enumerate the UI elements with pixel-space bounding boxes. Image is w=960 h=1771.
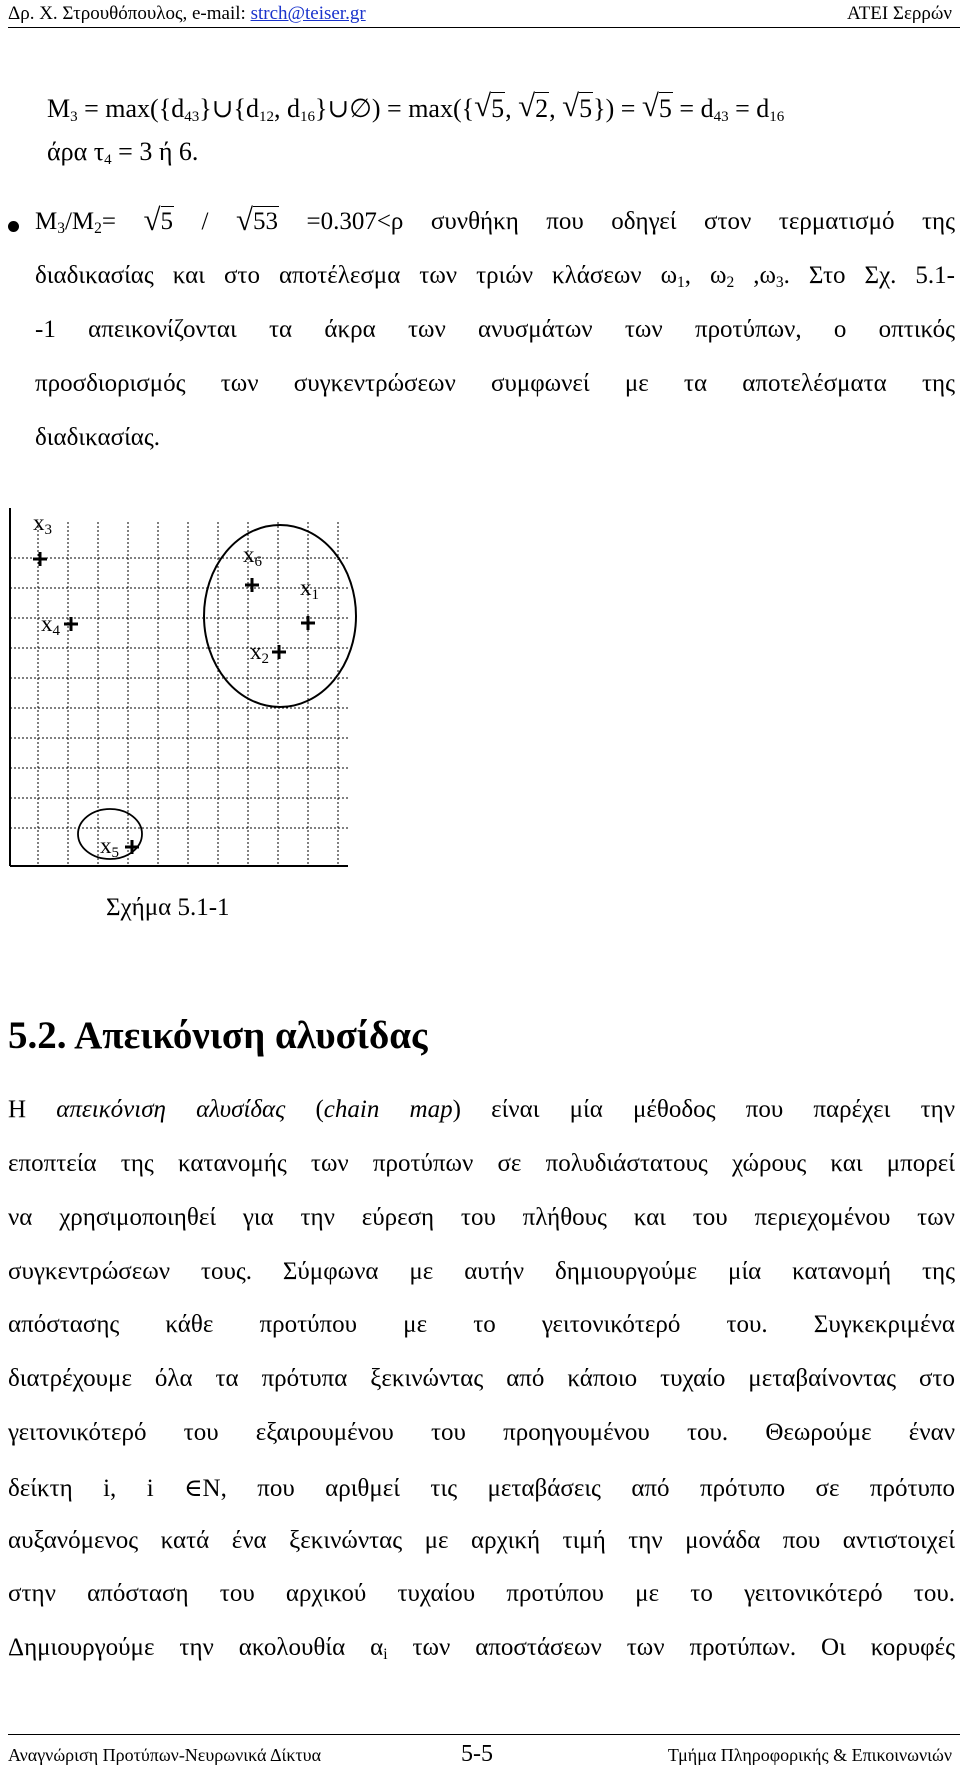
formula-tau: άρα $\tau_4 = 3$ ή 6.	[47, 137, 199, 168]
point-x4	[64, 617, 78, 631]
bullet-line-3: -1 απεικονίζονται τα άκρα των ανυσμάτων των προτύπων, ο οπτικός	[35, 316, 955, 343]
label-x6: x6	[243, 542, 262, 570]
para-line-9: αυξανόμενος κατά ένα ξεκινώντας με αρχική τιμή την μονάδα που αντιστοιχεί	[8, 1527, 955, 1554]
label-x2: x2	[250, 639, 269, 667]
bullet-line-1: $M_3/M_2=$ √ 5 / √ 53 =0.307<ρ συνθήκη που οδηγεί στον τερματισμό της	[35, 208, 955, 236]
email-link[interactable]: strch@teiser.gr	[250, 3, 366, 24]
bullet-line-5: διαδικασίας.	[35, 424, 161, 451]
label-x4: x4	[41, 611, 60, 639]
figure-grid	[10, 522, 348, 865]
figure-caption: Σχήμα 5.1-1	[106, 894, 230, 921]
label-x5: x5	[100, 833, 119, 861]
figure-points	[33, 552, 315, 854]
formula-m3: $M_3$ = $\max(\{d_{43}\}\cup\{d_{12}$, $d_{16}\}\cup\emptyset) = \max(\{√$ 5, √ 2, √ 5}) = √ $5 = d_{43} = d_{16}$	[47, 94, 784, 124]
para-line-5: απόστασης κάθε προτύπου με το γειτονικότερό του. Συγκεκριμένα	[8, 1311, 955, 1338]
para-line-10: στην απόσταση του αρχικού τυχαίου προτύπου με το γειτονικότερό του.	[8, 1580, 955, 1607]
point-x3	[33, 552, 47, 566]
footer-rule	[8, 1734, 960, 1735]
para-line-3: να χρησιμοποιηθεί για την εύρεση του πλήθους και του περιεχομένου των	[8, 1204, 955, 1231]
para-line-1: Η απεικόνιση αλυσίδας (chain map) είναι μία μέθοδος που παρέχει την	[8, 1096, 955, 1123]
bullet-line-4: προσδιορισμός των συγκεντρώσεων συμφωνεί με τα αποτελέσματα της	[35, 370, 955, 397]
cluster-ellipse-1	[204, 525, 356, 707]
point-x6	[245, 578, 259, 592]
header-rule	[8, 27, 960, 28]
header-institution: ΑΤΕΙ Σερρών	[846, 3, 952, 24]
point-x5	[125, 840, 139, 854]
page-number: 5-5	[461, 1741, 493, 1767]
bullet-line-2: διαδικασίας και στο αποτέλεσμα των τριών κλάσεων $\omega_1$, $\omega_2$ $,\omega_3$. Στο Σχ. 5.1-	[35, 262, 955, 291]
scatter-figure	[0, 500, 380, 880]
header-author: Δρ. Χ. Στρουθόπουλος, e-mail: strch@teiser.gr	[8, 3, 366, 24]
footer-left: Αναγνώριση Προτύπων-Νευρωνικά Δίκτυα	[8, 1745, 322, 1765]
para-line-2: εποπτεία της κατανομής των προτύπων σε πολυδιάστατους χώρους και μπορεί	[8, 1150, 955, 1177]
para-line-8: δείκτη i, i ∈N, που αριθμεί τις μεταβάσεις από πρότυπο σε πρότυπο	[8, 1475, 955, 1502]
para-line-4: συγκεντρώσεων τους. Σύμφωνα με αυτήν δημιουργούμε μία κατανομή της	[8, 1258, 955, 1285]
para-line-7: γειτονικότερό του εξαιρουμένου του προηγουμένου του. Θεωρούμε έναν	[8, 1419, 955, 1446]
label-x1: x1	[300, 575, 319, 603]
section-title: 5.2. Απεικόνιση αλυσίδας	[8, 1014, 428, 1057]
footer-right: Τμήμα Πληροφορικής & Επικοινωνιών	[667, 1745, 952, 1765]
label-x3: x3	[33, 510, 52, 538]
bullet-dot	[8, 221, 19, 232]
point-x2	[272, 645, 286, 659]
para-line-11: Δημιουργούμε την ακολουθία $\alpha_i$ των αποστάσεων των προτύπων. Οι κορυφές	[8, 1634, 955, 1663]
para-line-6: διατρέχουμε όλα τα πρότυπα ξεκινώντας από κάποιο τυχαίο μεταβαίνοντας στο	[8, 1365, 955, 1392]
figure-axes	[10, 508, 348, 866]
